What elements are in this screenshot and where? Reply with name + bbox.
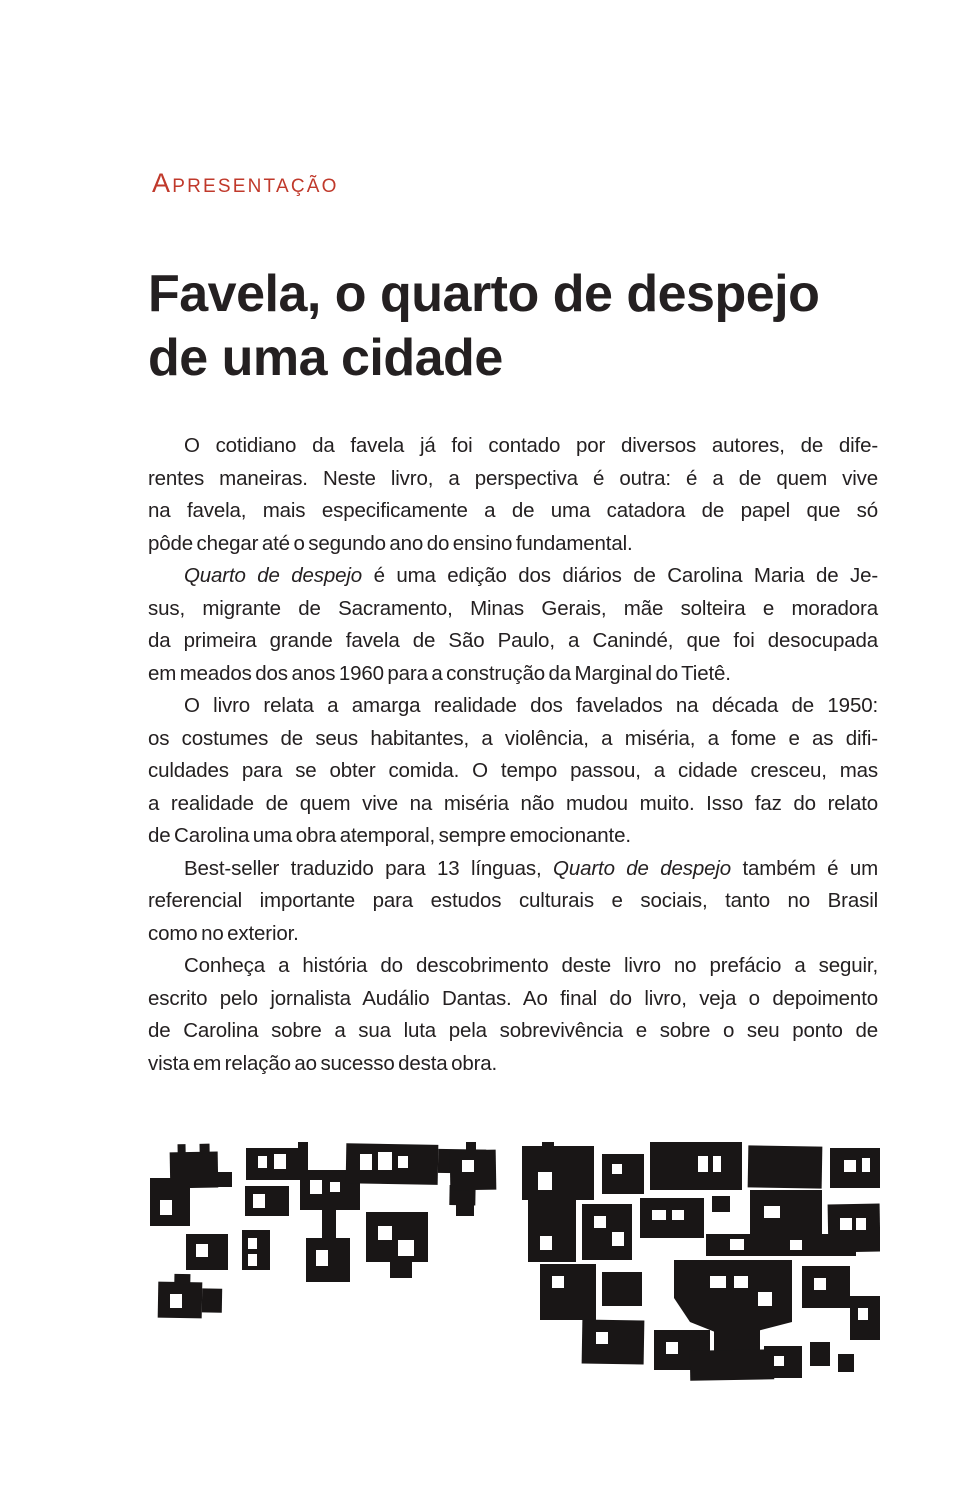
page-title bbox=[148, 262, 908, 390]
page-title-line-1: Favela, o quarto de despejo bbox=[148, 265, 820, 323]
paragraph-3-line-1: O livro relata a amarga realidade dos favelados na década de 1950: bbox=[184, 694, 878, 717]
paragraph-2-line-1: Quarto de despejo é uma edição dos diários de Carolina Maria de Je- bbox=[184, 564, 878, 587]
paragraph-1-line-2: rentes maneiras. Neste livro, a perspectiva é outra: é a de quem vive bbox=[148, 466, 878, 490]
paragraph-4-line-2: referencial importante para estudos culturais e sociais, tanto no Brasil bbox=[148, 889, 878, 912]
paragraph-3-line-5: de Carolina uma obra atemporal, sempre emocionante. bbox=[148, 824, 631, 847]
section-kicker: APRESENTAÇÃO bbox=[152, 168, 339, 198]
paragraph-3-line-4: a realidade de quem vive na miséria não mudou muito. Isso faz do relato bbox=[148, 791, 878, 815]
favela-rooftop-map-illustration bbox=[150, 1142, 880, 1390]
page-title-line-2: de uma cidade bbox=[148, 329, 503, 387]
paragraph-4-line-3: como no exterior. bbox=[148, 921, 299, 945]
paragraph-4-line-1: Best-seller traduzido para 13 línguas, Quarto de despejo também é um bbox=[184, 856, 878, 880]
paragraph-3-line-3: culdades para se obter comida. O tempo passou, a cidade cresceu, mas bbox=[148, 759, 878, 782]
favela-illustration-svg bbox=[150, 1142, 880, 1390]
paragraph-5-line-1: Conheça a história do descobrimento deste livro no prefácio a seguir, bbox=[184, 954, 878, 977]
paragraph-5-line-3: de Carolina sobre a sua luta pela sobrevivência e sobre o seu ponto de bbox=[148, 1019, 878, 1042]
paragraph-1-line-3: na favela, mais especificamente a de uma catadora de papel que só bbox=[148, 499, 878, 522]
paragraph-2-line-4: em meados dos anos 1960 para a construção da Marginal do Tietê. bbox=[148, 661, 731, 685]
paragraph-1-line-4: pôde chegar até o segundo ano do ensino fundamental. bbox=[148, 531, 633, 555]
paragraph-2-line-2: sus, migrante de Sacramento, Minas Gerais, mãe solteira e moradora bbox=[148, 596, 878, 620]
paragraph-2-line-3: da primeira grande favela de São Paulo, a Canindé, que foi desocupada bbox=[148, 629, 878, 652]
paragraph-1-line-1: O cotidiano da favela já foi contado por diversos autores, de dife- bbox=[184, 434, 878, 457]
paragraph-5-line-4: vista em relação ao sucesso desta obra. bbox=[148, 1051, 498, 1075]
paragraph-3-line-2: os costumes de seus habitantes, a violência, a miséria, a fome e as difi- bbox=[148, 726, 878, 750]
body-text bbox=[148, 430, 878, 1080]
paragraph-5-line-2: escrito pelo jornalista Audálio Dantas. Ao final do livro, veja o depoimento bbox=[148, 986, 878, 1010]
